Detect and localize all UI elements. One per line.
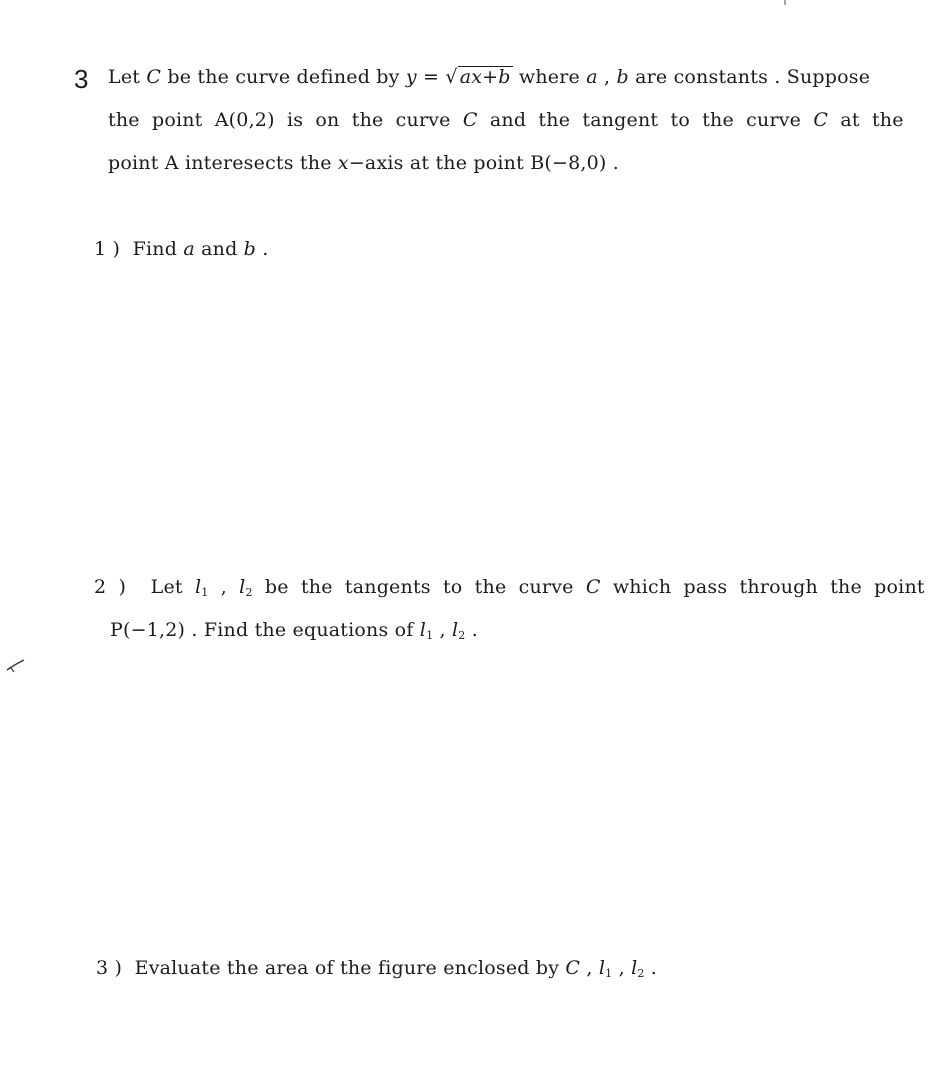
l-symbol: l [631, 957, 638, 979]
pencil-tick-mark [4, 656, 26, 678]
curve-symbol: C [462, 109, 478, 131]
intro-line-3 [108, 152, 619, 174]
subscript: 2 [458, 629, 466, 642]
text: where [512, 66, 587, 88]
l-symbol: l [194, 576, 202, 598]
subscript: 1 [605, 967, 613, 980]
text: , [433, 619, 452, 641]
curve-symbol: C [565, 957, 581, 979]
subscript: 1 [201, 586, 209, 599]
curve-symbol: C [585, 576, 601, 598]
l-symbol: l [239, 576, 246, 598]
subscript: 1 [426, 629, 434, 642]
text: be the curve defined by [161, 66, 406, 88]
text: at the [828, 109, 904, 131]
part-1-label: 1 ) [94, 238, 121, 260]
text: be the tangents to the curve [252, 576, 586, 598]
equals: = [416, 66, 446, 88]
question-number: 3 [74, 64, 89, 94]
text: . [465, 619, 478, 641]
radicand: ax+b [459, 66, 511, 88]
text: , [612, 957, 632, 979]
text: , [208, 576, 240, 598]
a-symbol: a [586, 66, 598, 88]
text: and [194, 238, 244, 260]
intro-line-1 [108, 66, 870, 88]
text: Let [150, 576, 195, 598]
b-symbol: b [616, 66, 629, 88]
text: Find [132, 238, 184, 260]
b-symbol: b [243, 238, 257, 260]
text: which pass through the point [600, 576, 925, 598]
curve-symbol: C [813, 109, 829, 131]
part-3 [96, 957, 657, 980]
text: are constants . Suppose [628, 66, 871, 88]
l-symbol: l [451, 619, 459, 641]
y-symbol: y [405, 66, 417, 88]
l-symbol: l [419, 619, 427, 641]
part-2-label: 2 ) [94, 576, 127, 598]
l-symbol: l [598, 957, 606, 979]
a-symbol: a [183, 238, 195, 260]
scan-speck [782, 0, 788, 8]
subscript: 2 [637, 967, 645, 980]
x-symbol: x [337, 152, 349, 174]
sqrt-expression: √ ax+b [445, 66, 511, 88]
intro-line-2 [108, 109, 904, 131]
text: Let [108, 66, 147, 88]
text: , [580, 957, 599, 979]
part-2-line-2 [110, 619, 478, 642]
text: point A interesects the [108, 152, 338, 174]
part-3-label: 3 ) [96, 957, 123, 979]
comma: , [597, 66, 617, 88]
part-2-line-1 [94, 576, 925, 599]
curve-symbol: C [146, 66, 162, 88]
text: Evaluate the area of the figure enclosed by [134, 957, 566, 979]
text: −axis at the point B(−8,0) . [348, 152, 619, 174]
text: . [644, 957, 658, 979]
text: the point A(0,2) is on the curve [108, 109, 463, 131]
subscript: 2 [245, 586, 253, 599]
text: . [256, 238, 269, 260]
text: and the tangent to the curve [477, 109, 814, 131]
part-1 [94, 238, 269, 260]
text: P(−1,2) . Find the equations of [110, 619, 420, 641]
